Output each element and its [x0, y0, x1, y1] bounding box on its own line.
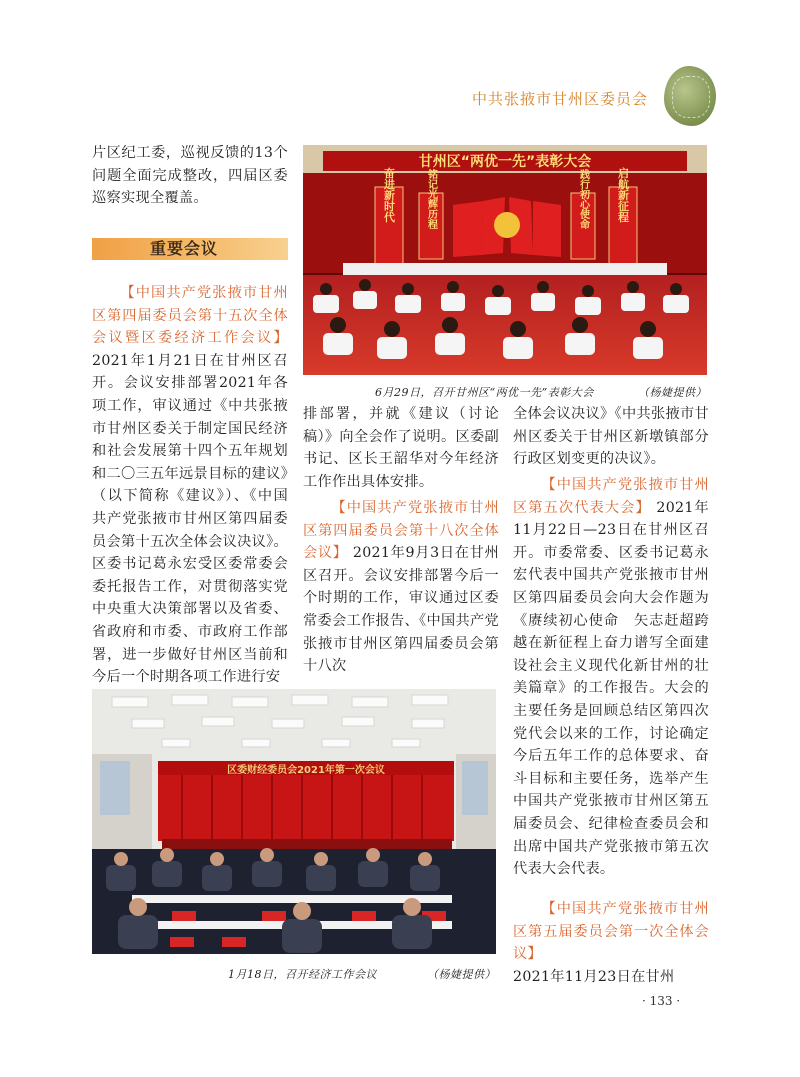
- meeting-2-paragraph: [303, 497, 499, 678]
- meeting-4-paragraph: [513, 898, 709, 988]
- slogan-left-2: 铭记光辉历程: [425, 169, 437, 229]
- col3-continuation: 全体会议决议》《中共张掖市甘州区委关于甘州区新墩镇部分行政区划变更的决议》。: [513, 406, 709, 468]
- seal-icon: [664, 66, 716, 126]
- photo2-caption: 1月18日，召开经济工作会议: [228, 968, 377, 981]
- photo1-credit: （杨婕提供）: [638, 386, 707, 399]
- award-ceremony-photo: [303, 145, 707, 375]
- section-heading: 重要会议: [92, 238, 288, 260]
- meeting-3-title: 【中国共产党张掖市甘州区第五次代表大会】: [513, 477, 709, 516]
- meeting-4-title: 【中国共产党张掖市甘州区第五届委员会第一次全体会议】: [513, 901, 709, 963]
- meeting-2-title: 【中国共产党张掖市甘州区第四届委员会第十八次全体会议】: [303, 500, 499, 562]
- intro-paragraph: 片区纪工委，巡视反馈的13个问题全面完成整改，四届区委巡察实现全覆盖。: [92, 145, 288, 207]
- meeting-3-body: 2021年11月22日—23日在甘州区召开。市委常委、区委书记葛永宏代表中国共产党张掖市甘州区第四届委员会向大会作题为《赓续初心使命 矢志赶超跨越在新征程上奋力谱写全面建设社会主义现代化新甘州的壮美篇章》的工作报告。大会的主要任务是回顾总结区第四次党代会以来的工作，讨论确定今后五年工作的总体要求、奋斗目标和主要任务，选举产生中国共产党张掖市甘州区第五届委员会、纪律检查委员会和出席中国共产党张掖市第五次代表大会代表。: [513, 499, 710, 878]
- photo2-credit: （杨婕提供）: [427, 968, 496, 981]
- meeting-1-title: 【中国共产党张掖市甘州区第四届委员会第十五次全体会议暨区委经济工作会议】: [92, 285, 288, 347]
- economic-meeting-photo: [92, 689, 496, 954]
- slogan-left-1: 奋进新时代: [382, 167, 396, 223]
- meeting-4-body: 2021年11月23日在甘州: [513, 968, 675, 985]
- meeting-1-body: 2021年1月21日在甘州区召开。会议安排部署2021年各项工作，审议通过《中共张掖市甘州区委关于制定国民经济和社会发展第十四个五年规划和二〇三五年远景目标的建议》（以下简称《建议》）、《中国共产党张掖市甘州区第四届委员会第十五次全体会议决议》。区委书记葛永宏受区委常委会委托报告工作，对贯彻落实党中央重大决策部署以及省委、省政府和市委、市政府工作部署，进一步做好甘州区当前和今后一个时期各项工作进行安: [92, 352, 288, 686]
- slogan-right-2: 启航新征程: [616, 167, 630, 223]
- photo1-banner: 甘州区“两优一先”表彰大会: [418, 154, 592, 170]
- photo1-caption: 6月29日，召开甘州区“两优一先”表彰大会: [375, 386, 594, 399]
- slogan-right-1: 践行初心使命: [577, 169, 589, 229]
- page-number: · 133 ·: [642, 994, 681, 1008]
- photo2-banner: 区委财经委员会2021年第一次会议: [227, 765, 385, 776]
- col2-continuation: 排部署，并就《建议（讨论稿）》向全会作了说明。区委副书记、区长王韶华对今年经济工作作出具体安排。: [303, 406, 499, 490]
- meeting-1-paragraph: [92, 282, 288, 689]
- meeting-3-paragraph: [513, 474, 709, 881]
- meeting-2-body: 2021年9月3日在甘州区召开。会议安排部署今后一个时期的工作，审议通过区委常委会工作报告、《中国共产党张掖市甘州区第四届委员会第十八次: [303, 545, 499, 675]
- header-title: 中共张掖市甘州区委员会: [471, 90, 648, 108]
